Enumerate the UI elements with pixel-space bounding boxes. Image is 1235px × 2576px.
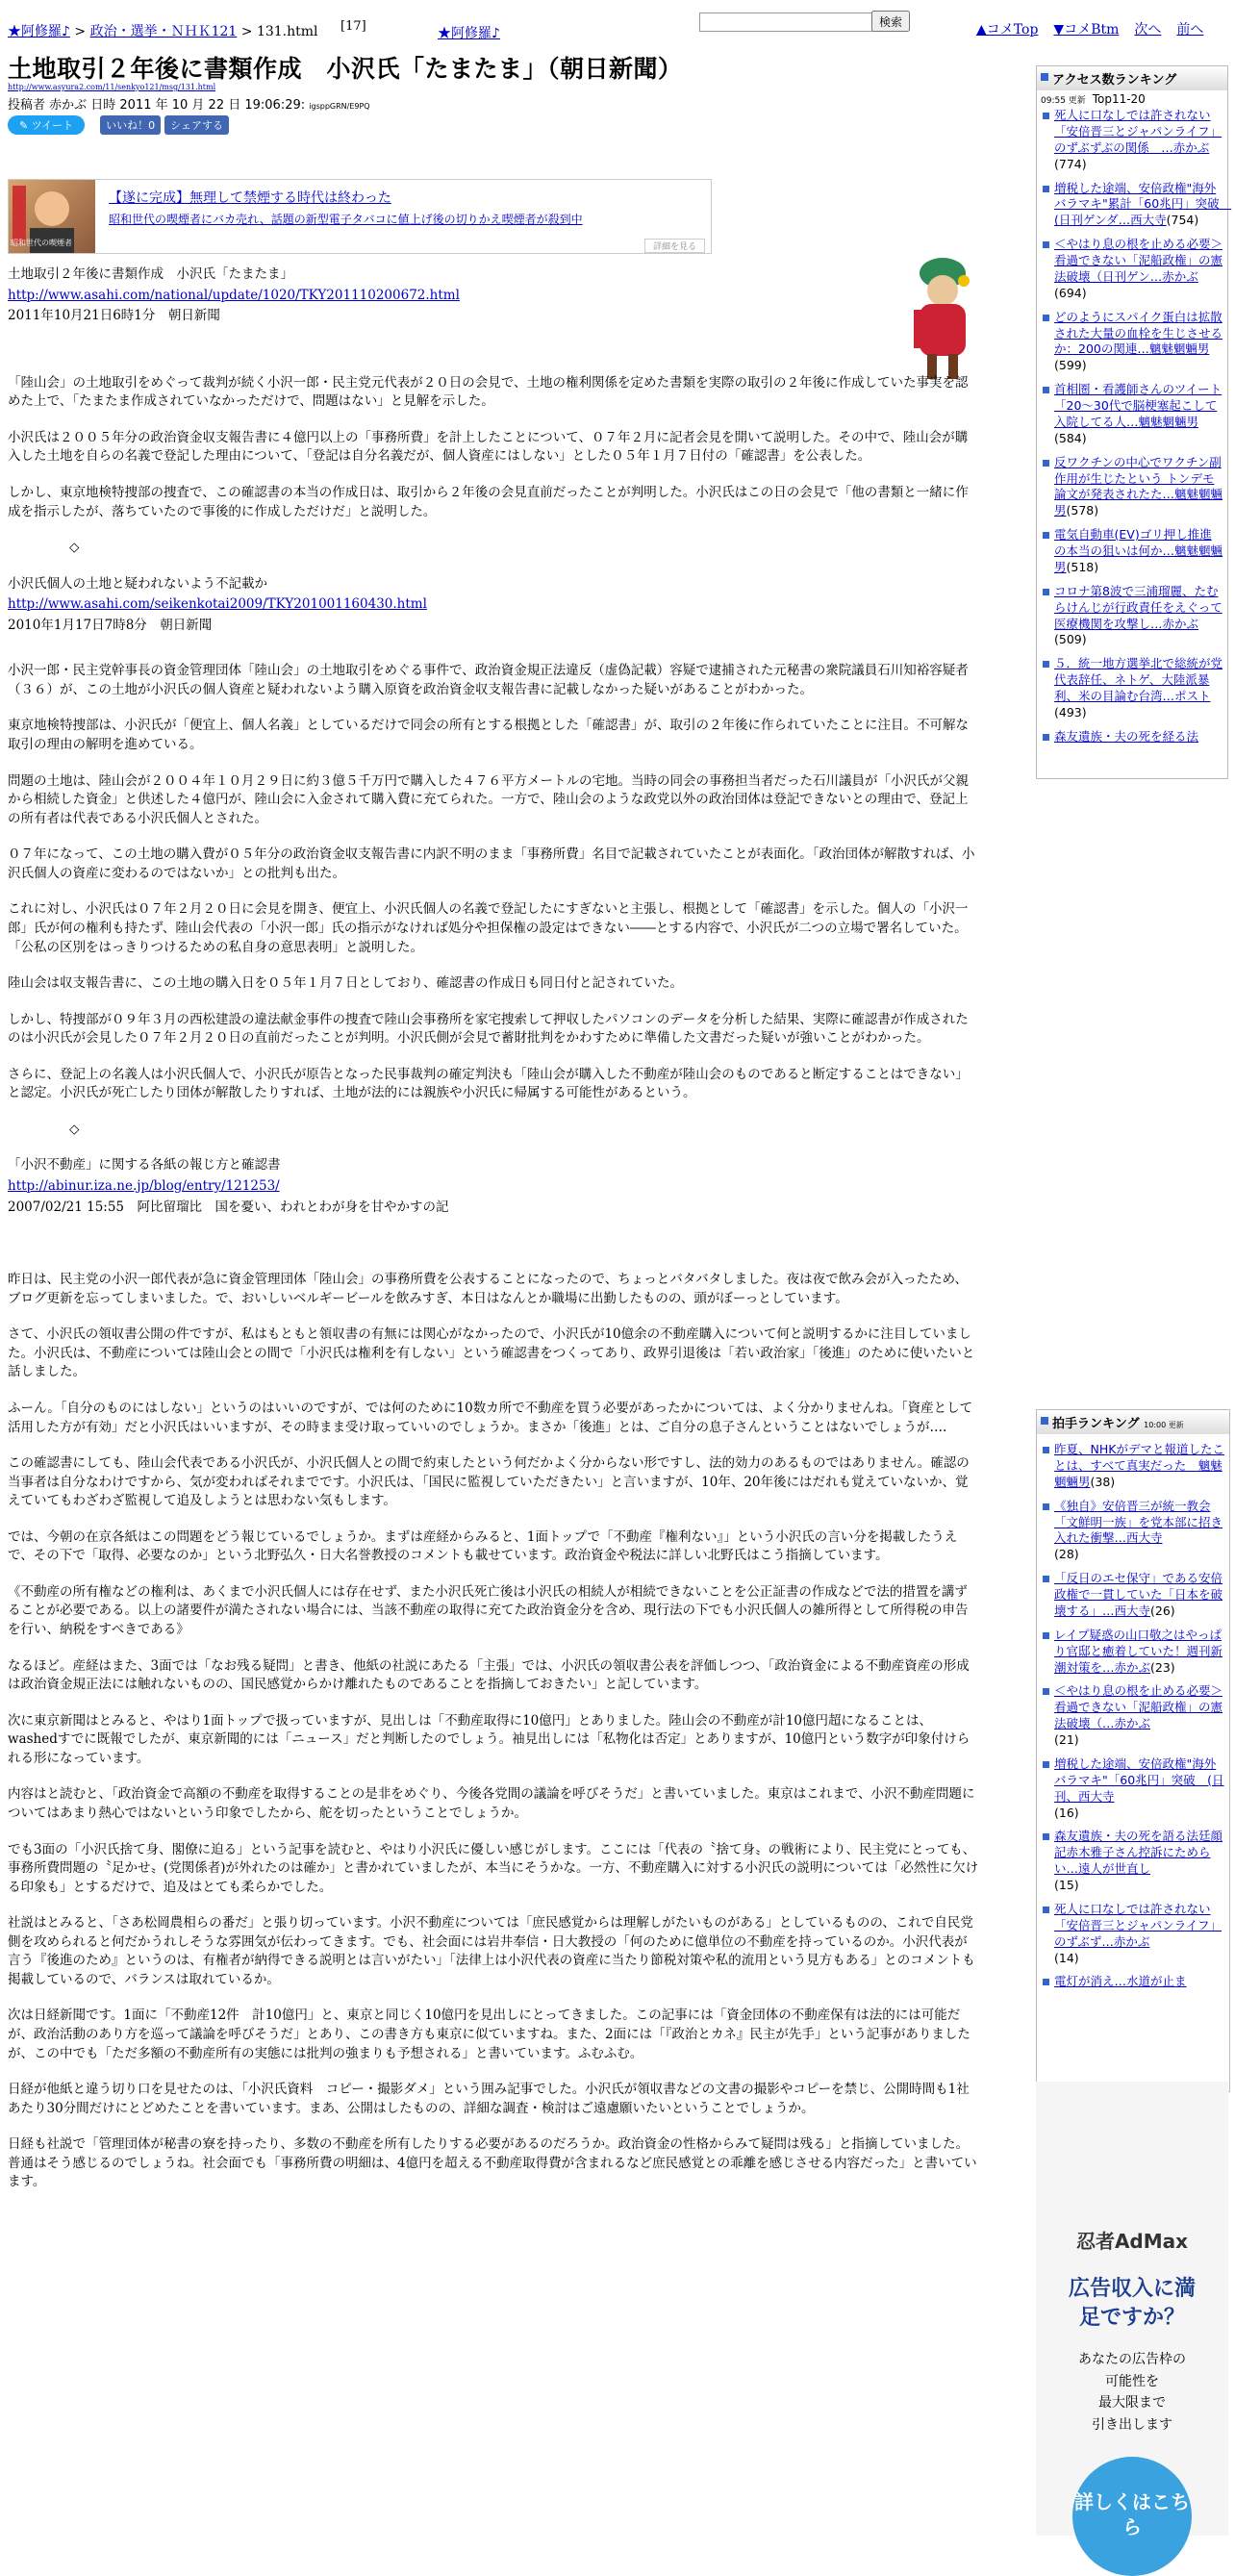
article-paragraph: 社説はとみると、「さあ松岡農相らの番だ」と張り切っています。小沢不動産については「庶民感覚からは理解しがたいものがある」としているものの、これで自民党側を攻められると何だかうれしそうな雰囲気が伝わってきます。でも、社会面には岩井奉信・日大教授の「何のために億単位の不動産を持っているのか。小沢代表が言う『後進のため』というのは、有権者が納得できる説明とは言いがたい」「法律上は小沢代表の資産に当たり節税対策や私的流用という見方もある」とのコメントも掲載しているので、バランスは取れているか。 [8, 1915, 975, 1987]
comment-top-link[interactable]: ▲コメTop [976, 22, 1039, 38]
access-ranking-time: 09:55 更新 [1041, 96, 1086, 106]
ranking-link[interactable]: 死人に口なしでは許されない「安倍晋三とジャパンライフ」のずぶずぶの関係 …赤かぶ [1054, 108, 1222, 155]
breadcrumb [8, 21, 318, 40]
article-body [8, 265, 979, 2210]
ranking-link[interactable]: 森友遺族・夫の死を語る法廷顔記赤木雅子さん控訴にためらい…遠人が世直し [1054, 1829, 1223, 1877]
sidebar [1036, 65, 1232, 2538]
section1-url[interactable]: http://www.asahi.com/national/update/1020/TKY201110200672.html [8, 287, 460, 303]
ad-thumb-text: 昭和世代の喫煙者 [11, 239, 72, 247]
clap-ranking-time: 10:00 更新 [1144, 1421, 1184, 1429]
ad-banner[interactable] [8, 179, 712, 254]
access-ranking-meta [1037, 90, 1227, 108]
ranking-item [1041, 237, 1223, 302]
ranking-link[interactable]: ＜やはり息の根を止める必要＞看過できない「泥船政権」の憲法破壊（…赤かぶ [1054, 1683, 1223, 1731]
page-title: 土地取引２年後に書類作成 小沢氏「たまたま」（朝日新聞） [8, 55, 683, 83]
comment-count: [17] [340, 19, 366, 34]
article-paragraph: 「陸山会」の土地取引をめぐって裁判が続く小沢一郎・民主党元代表が２０日の会見で、土地の権利関係を定めた書類を実際の取引の２年後に作成していた事実を認めた上で、「たまたま作成されていなかっただけで、問題はない」と見解を示した。 [8, 374, 969, 410]
ad-thumbnail[interactable] [9, 180, 95, 253]
ranking-item [1041, 527, 1223, 576]
breadcrumb-board[interactable]: 政治・選挙・ＮＨＫ121 [89, 24, 238, 39]
ranking-item [1041, 1756, 1225, 1822]
ranking-count: (38) [1090, 1474, 1116, 1489]
breadcrumb-home[interactable]: ★阿修羅♪ [8, 24, 70, 39]
clap-ranking-list [1037, 1434, 1229, 2091]
section1-title: 土地取引２年後に書類作成 小沢氏「たまたま」 [8, 266, 293, 282]
source-url[interactable]: http://www.asyura2.com/11/senkyo121/msg/131.html [8, 83, 216, 91]
search-button[interactable]: 検索 [871, 11, 910, 32]
article-paragraph: なるほど。産経はまた、3面では「なお残る疑問」と書き、他紙の社説にあたる「主張」では、小沢氏の領収書公表を評価しつつ、「政治資金による不動産資産の形成は政治資金規正法には触れないものの、国民感覚からかけ離れたものであることを指摘しておきたい」と記しています。 [8, 1657, 970, 1693]
ranking-item [1041, 1902, 1225, 1967]
ranking-link[interactable]: 森友遺族・夫の死を経る法 [1054, 728, 1199, 744]
ranking-item [1041, 310, 1223, 375]
section2-date: 2010年1月17日7時8分 朝日新聞 [8, 617, 213, 633]
ranking-item [1041, 180, 1232, 230]
ad-body-line: 引き出します [1092, 2416, 1172, 2433]
article-paragraph: 小沢一郎・民主党幹事長の資金管理団体「陸山会」の土地取引をめぐる事件で、政治資金規正法違反（虚偽記載）容疑で逮捕された元秘書の衆院議員石川知裕容疑者（３６）が、この土地が小沢氏の個人資産と疑われないよう購入原資を政治資金収支報告書に記載しなかった疑いがあることがわかった。 [8, 663, 969, 697]
ranking-link[interactable]: ５．統一地方選挙北で総統が党代表辞任、ネトゲ、大陸派暴利、米の目論む台湾…ポスト [1054, 656, 1223, 703]
section3-title: 「小沢不動産」に関する各紙の報じ方と確認書 [8, 1157, 281, 1174]
ranking-count: (21) [1054, 1732, 1079, 1747]
article-paragraph: でも3面の「小沢氏捨て身、閣僚に迫る」という記事を読むと、やはり小沢氏に優しい感じがします。ここには「代表の〝捨て身〟の戦術により、民主党にとっても、事務所費問題の〝足かせ〟(党関係者)が外れたのは確か」と書かれていましたが、本当にそうかな。一方、不動産購入に対する小沢氏の説明については「必然性に欠ける印象も」とするだけで、追及はとても柔らかでした。 [8, 1841, 979, 1895]
ranking-count: (14) [1054, 1950, 1079, 1965]
ad-body-line: あなたの広告枠の [1078, 2352, 1186, 2368]
breadcrumb-current: > 131.html [237, 24, 318, 39]
clap-ranking-title [1037, 1410, 1229, 1434]
access-ranking-list [1037, 108, 1232, 778]
ranking-count: (599) [1054, 358, 1087, 373]
ranking-count: (509) [1054, 632, 1087, 647]
prev-link[interactable]: 前へ [1176, 22, 1204, 38]
section3-date: 2007/02/21 15:55 阿比留瑠比 国を憂い、われとわが身を甘やかすの記 [8, 1199, 449, 1215]
access-ranking [1036, 65, 1232, 779]
tweet-button[interactable] [8, 115, 85, 135]
ranking-count: (26) [1150, 1603, 1175, 1618]
ad-title[interactable]: 【遂に完成】無理して禁煙する時代は終わった [109, 190, 391, 206]
article-paragraph: さらに、登記上の名義人は小沢氏個人で、小沢氏が原告となった民事裁判の確定判決も「陸山会が購入した不動産が陸山会のものであると断定することはできない」と認定。小沢氏が死亡したり団体が解散したりすれば、土地が法的には親族や小沢氏に帰属する可能性があるという。 [8, 1066, 969, 1101]
ranking-item [1041, 584, 1223, 649]
ad-body-line: 最大限まで [1098, 2395, 1166, 2412]
ranking-link[interactable]: 《独自》安倍晋三が統一教会「文鮮明一族」を党本部に招き入れた衝撃…西大寺 [1054, 1498, 1223, 1546]
ranking-item [1041, 382, 1223, 447]
clap-ranking [1036, 1409, 1230, 2092]
ranking-link[interactable]: 「反日のエセ保守」である安倍政権で一貫していた「日本を破壊する」…西大寺 [1054, 1571, 1223, 1618]
ranking-link[interactable]: 電気自動車(EV)ゴリ押し推進の本当の狙いは何か…魑魅魍魎男 [1054, 527, 1223, 574]
clap-ranking-label: 拍手ランキング [1052, 1417, 1140, 1431]
article-paragraph: しかし、特捜部が０９年３月の西松建設の違法献金事件の捜査で陸山会事務所を家宅捜索して押収したパソコンのデータを分析した結果、実際に確認書が作成されたのは小沢氏が会見した０７年２月２０日の直前だったことが判明。小沢氏側が会見で蓄財批判をかわすために準備した文書だった疑いが強いことがわかった。 [8, 1011, 969, 1047]
article-paragraph: この確認書にしても、陸山会代表である小沢氏が、小沢氏個人との間で約束したという何だかよく分からない形ですし、法的効力のあるものではありません。確認の当事者は自分なわけですから、気が変わればそれまでです。小沢氏は、「国民に監視していただきたい」と言いますが、10年、20年後にはだれも覚えていないか、覚えていてもわざわざ監視して追及しようとは思わない気もします。 [8, 1455, 970, 1509]
article-paragraph: 問題の土地は、陸山会が２００４年１０月２９日に約３億５千万円で購入した４７６平方メートルの宅地。当時の同会の事務担当者だった石川議員が「小沢氏が父親から相続した資金」と供述した４億円が、陸山会に入金されて購入費に充てられた。一方で、陸山会のような政党以外の政治団体は登記できないとの理由で、登記上の所有者は代表である小沢氏個人とされた。 [8, 772, 969, 826]
ranking-count: (493) [1054, 704, 1087, 720]
home-link[interactable]: ★阿修羅♪ [438, 26, 500, 41]
ranking-count: (28) [1054, 1547, 1079, 1562]
ad-body [1036, 2349, 1228, 2436]
ranking-count: (15) [1054, 1878, 1079, 1892]
article-paragraph: 《不動産の所有権などの権利は、あくまで小沢氏個人には存在せず、また小沢氏死亡後は小沢氏の相続人が相続できないことを公正証書の作成などで法的措置を講ずることが必要である。以上の諸要件が満たされない場合には、当該不動産の取得に充てた政治資金分を含め、現行法の下でも小沢氏個人の雑所得として所得税の申告を行い、納税をすべきである》 [8, 1583, 969, 1637]
section1-date: 2011年10月21日6時1分 朝日新聞 [8, 308, 220, 324]
ad-subtitle[interactable]: 昭和世代の喫煙者にバカ売れ、話題の新型電子タバコに値上げ後の切りかえ喫煙者が殺到中 [109, 213, 583, 226]
ranking-count: (578) [1066, 503, 1099, 518]
ranking-item [1041, 455, 1223, 520]
article-paragraph: ０７年になって、この土地の購入費が０５年分の政治資金収支報告書に内訳不明のまま「事務所費」名目で記載されていたことが表面化。「政治団体が解散すれば、小沢氏個人の資産に変わるのではないか」との批判も出た。 [8, 846, 975, 881]
poster-info [8, 94, 370, 113]
comment-bottom-link[interactable]: ▼コメBtm [1053, 22, 1120, 38]
ranking-link[interactable]: 電灯が消え…水道が止ま [1054, 1974, 1187, 1989]
ranking-count: (694) [1054, 285, 1087, 300]
ranking-count: (774) [1054, 156, 1087, 171]
ranking-link[interactable]: ＜やはり息の根を止める必要＞看過できない「泥船政権」の憲法破壊（日刊ゲン…赤かぶ [1054, 237, 1223, 284]
ad-headline: 広告収入に満足ですか？ [1068, 2277, 1196, 2330]
ranking-count: (754) [1166, 213, 1199, 228]
ranking-link[interactable]: 反ワクチンの中心でワクチン副作用が生じたという トンデモ論文が発表されたた…魑魅魍魎男 [1054, 454, 1223, 518]
ranking-item [1041, 656, 1223, 721]
ranking-count: (23) [1150, 1659, 1175, 1675]
section2-title: 小沢氏個人の土地と疑われないよう不記載か [8, 575, 267, 592]
article-paragraph: ふーん。「自分のものにはしない」というのはいいのですが、では何のために10数カ所で不動産を買う必要があったかについては、よく分かりませんね。「資産として活用した方が有効」だと小沢氏はいいますが、その時まま受け取っていいのでしょうか。まさか「後進」とは、ご自分の息子さんということはないでしょうが…. [8, 1400, 973, 1435]
article-paragraph: さて、小沢氏の領収書公開の件ですが、私はもともと領収書の有無には関心がなかったので、小沢氏が10億余の不動産購入について何と説明するかに注目していました。小沢氏は、不動産については陸山会との間で「小沢氏は権利を有しない」という確認書をつくってあり、政界引退後は「若い政治家」「後進」のために使いたいと話しました。 [8, 1326, 975, 1380]
ranking-item [1041, 1829, 1225, 1894]
ranking-link[interactable]: レイプ疑惑の山口敬之はやっぱり官邸と癒着していた！週刊新潮対策を…赤かぶ [1054, 1627, 1223, 1675]
share-button[interactable]: シェアする [164, 115, 229, 135]
section-divider: ◇ [69, 1121, 80, 1137]
ranking-link[interactable]: 増税した途端、安倍政権"海外バラマキ"「60兆円」突破 (日刊、西大寺 [1054, 1755, 1224, 1804]
ranking-item [1041, 1499, 1225, 1564]
access-ranking-title: アクセス数ランキング [1037, 66, 1227, 90]
bird-icon: ✎ [19, 119, 32, 132]
article-paragraph: しかし、東京地検特捜部の捜査で、この確認書の本当の作成日は、取引から２年後の会見直前だったことが判明した。小沢氏はこの日の会見で「他の書類と一緒に作成を指示したが、落ちていたので事後的に作成しただけだ」と説明した。 [8, 484, 969, 519]
ranking-link[interactable]: コロナ第8波で三浦瑠麗、たむらけんじが行政責任をえぐって医療機関を攻撃し…赤かぶ [1054, 583, 1222, 631]
ranking-link[interactable]: 死人に口なしでは許されない「安倍晋三とジャパンライフ」のずぶず…赤かぶ [1054, 1901, 1222, 1949]
comment-nav [976, 19, 1219, 38]
ranking-item [1041, 1628, 1225, 1677]
search-input[interactable] [699, 13, 874, 32]
ranking-item [1041, 1442, 1225, 1491]
admax-logo: 忍者AdMax [1075, 2230, 1189, 2253]
like-button[interactable]: いいね！0 [100, 115, 161, 135]
article-paragraph: 内容はと読むと、「政治資金で高額の不動産を取得することの是非をめぐり、今後各党間の議論を呼びそうだ」と書いていました。東京はこれまで、小沢不動産問題についてはあまり熱心ではないという印象でしたから、舵を切ったということでしょうか。 [8, 1786, 975, 1821]
ad-details-button[interactable]: 詳しくはこちら [1072, 2457, 1192, 2576]
ranking-link[interactable]: 首相圏・看護師さんのツイート「20～30代で脳梗塞起こして入院してる人…魑魅魍魎男 [1054, 382, 1222, 429]
breadcrumb-separator: > [69, 24, 90, 39]
article-paragraph: 日経が他紙と違う切り口を見せたのは、「小沢氏資料 コピー・撮影ダメ」という囲み記事でした。小沢氏が領収書などの文書の撮影やコピーを禁じ、公開時間も1社あたり30分間だけにとどめたことを書いています。まあ、公開はしたものの、詳細な調査・検討はご遠慮願いたいということでしょうか。 [8, 2082, 970, 2116]
section-divider: ◇ [69, 540, 80, 556]
ranking-item [1041, 729, 1223, 745]
tweet-label: ツイート [31, 119, 74, 132]
article-paragraph: 昨日は、民主党の小沢一郎代表が急に資金管理団体「陸山会」の事務所費を公表することになったので、ちょっとバタバタしました。夜は夜で飲み会が入ったため、ブログ更新を忘ってしまいました。で、おいしいベルギービールを飲みすぎ、本日はなんとか職場に出勤したものの、頭がぼーっとしています。 [8, 1272, 969, 1306]
article-paragraph: 日経も社説で「管理団体が秘書の寮を持ったり、多数の不動産を所有したりする必要があるのだろうか。政治資金の性格からみて疑問は残る」と指摘していました。普通はそう感じるのでしょうね。社会面でも「事務所費の明細は、4億円を超える不動産取得費が含まれるなど庶民感覚との乖離を感じさせる内容だった」と書いています。 [8, 2136, 977, 2190]
access-ranking-range: Top11-20 [1092, 92, 1146, 106]
ranking-count: (518) [1066, 559, 1099, 574]
section3-url[interactable]: http://abinur.iza.ne.jp/blog/entry/121253/ [8, 1178, 280, 1194]
ranking-item [1041, 1974, 1225, 1990]
ad-more-button[interactable]: 詳細を見る [644, 239, 705, 253]
article-paragraph: 陸山会は収支報告書に、この土地の購入日を０５年１月７日としており、確認書の作成日も同日付と記されていた。 [8, 975, 683, 992]
ranking-item [1041, 1571, 1225, 1620]
article-paragraph: これに対し、小沢氏は０７年２月２０日に会見を開き、便宜上、小沢氏個人の名義で登記したにすぎないと主張し、根拠として「確認書」を示した。個人の「小沢一郎」氏が何の権利も持たず、陸山会代表の「小沢一郎」氏の指示がなければ処分や担保権の設定はできない――とする内容で、小沢氏が二つの立場で署名していた。「公私の区別をはっきりつけるための私自身の意思表明」と説明した。 [8, 901, 969, 955]
article-paragraph: 東京地検特捜部は、小沢氏が「便宜上、個人名義」としているだけで同会の所有とする根拠とした「確認書」が、取引の２年後に作られていたことに注目。不可解な取引の理由の解明を進めている。 [8, 718, 969, 752]
next-link[interactable]: 次へ [1134, 22, 1162, 38]
article-paragraph: 次に東京新聞はとみると、やはり1面トップで扱っていますが、見出しは「不動産取得に10億円」とありました。陸山会の不動産が計10億円超になることは、washedすでに既報でしたが、東京新聞的には「ニュース」だと判断したのでしょう。袖見出しには「私物化は否定」とありますが、10億円という数字が印象付けられる形になっています。 [8, 1712, 970, 1766]
article-paragraph: 次は日経新聞です。1面に「不動産12件 計10億円」と、東京と同じく10億円を見出しにとってきました。この記事には「資金団体の不動産保有は法的には可能だが、政治活動のあり方を巡って議論を呼びそうだ」とあり、この書き方も東京に似ていますね。また、2面には「『政治とカネ』民主が先手」という記事がありましたが、この中でも「ただ多額の不動産所有の実態には批判の強まりも予想される」と書いています。ふむふむ。 [8, 2008, 970, 2061]
ranking-link[interactable]: 増税した途端、安倍政権"海外バラマキ"累計「60兆円」突破 (日刊ゲンダ…西大寺 [1054, 180, 1232, 228]
article-paragraph: では、今朝の在京各紙はこの問題をどう報じているでしょうか。まずは産経からみると、1面トップで「不動産『権利ない』」という小沢氏の言い分を掲載したうえで、その下で「取得、必要なのか」という北野弘久・日大名誉教授のコメントも載せています。政治資金や税法に詳しい北野氏はこう指摘しています。 [8, 1528, 958, 1564]
article-paragraph: 小沢氏は２００５年分の政治資金収支報告書に４億円以上の「事務所費」を計上したことについて、０７年２月に記者会見を開いて説明した。その中で、陸山会が購入した土地を自らの名義で登記した理由について、「登記は自分名義だが、個人資産にはしない」とした０５年１月７日付の「確認書」を公表した。 [8, 429, 969, 465]
ranking-link[interactable]: 昨夏、NHKがデマと報道したことは、すべて真実だった 魑魅魍魎男 [1054, 1442, 1224, 1489]
ranking-count: (584) [1054, 430, 1087, 445]
ranking-item [1041, 1683, 1225, 1749]
poster-text: 投稿者 赤かぶ 日時 2011 年 10 月 22 日 19:06:29: [8, 98, 306, 113]
ranking-item [1041, 108, 1223, 173]
ranking-link[interactable]: どのようにスパイク蛋白は拡散された大量の血栓を生じさせるか：200の関連…魑魅魍魎男 [1054, 309, 1223, 357]
social-buttons [8, 115, 229, 135]
poster-id: igsppGRN/E9PQ [309, 102, 370, 111]
section2-url[interactable]: http://www.asahi.com/seikenkotai2009/TKY201001160430.html [8, 596, 427, 613]
ranking-count: (16) [1054, 1805, 1079, 1820]
sidebar-ad[interactable] [1036, 2082, 1228, 2536]
ad-body-line: 可能性を [1105, 2373, 1159, 2389]
